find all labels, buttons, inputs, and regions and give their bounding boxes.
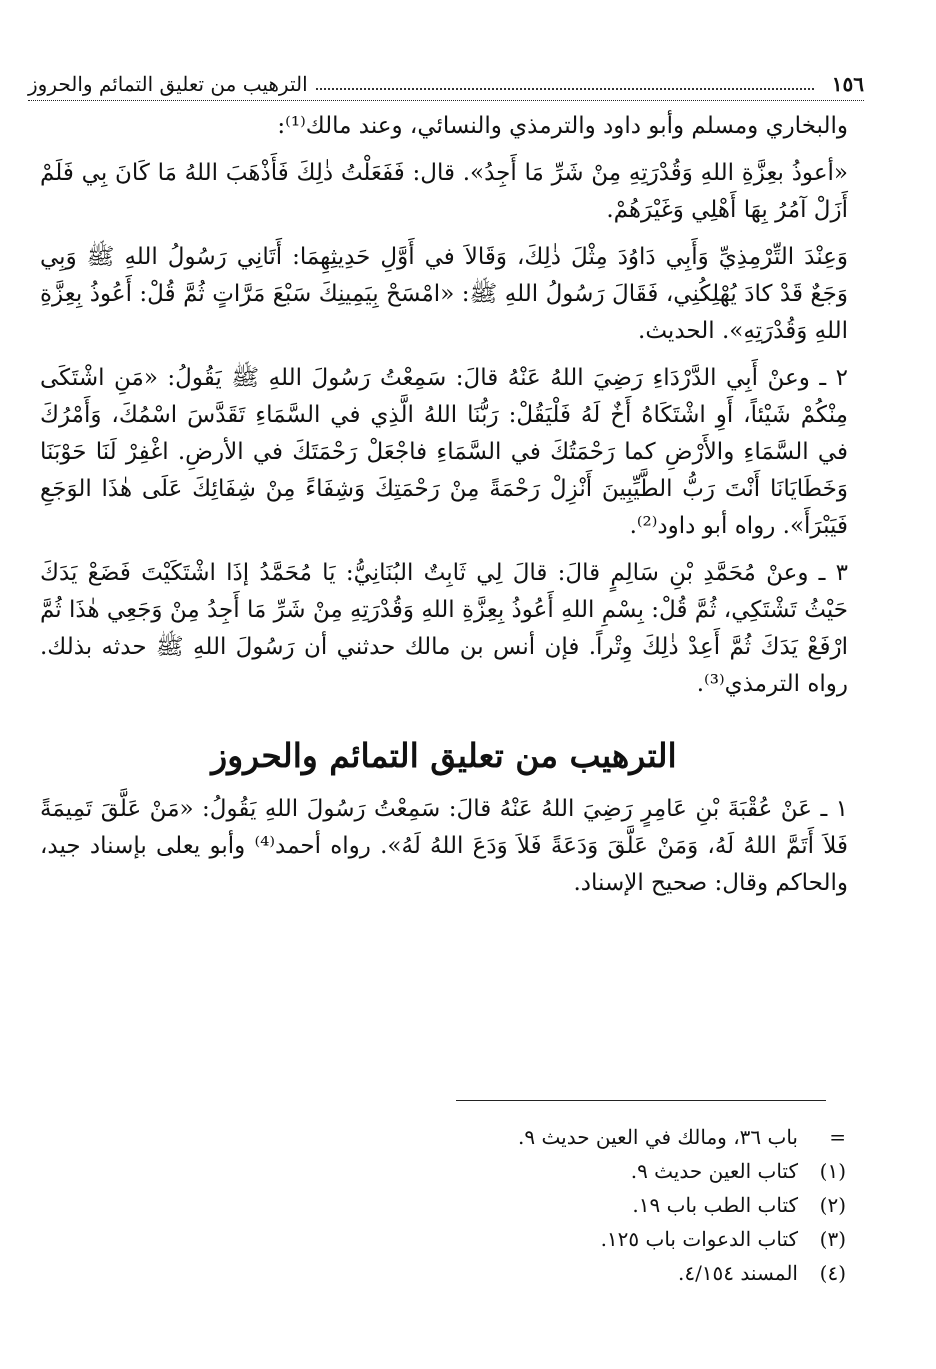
running-header bbox=[28, 60, 864, 101]
header-dots bbox=[316, 88, 814, 90]
footnote-separator bbox=[456, 1100, 826, 1101]
main-text bbox=[40, 108, 848, 912]
footnote bbox=[380, 1154, 846, 1188]
paragraph: والبخاري ومسلم وأبو داود والترمذي والنسائي، وعند مالك⁽¹⁾: bbox=[277, 113, 848, 139]
footnotes bbox=[380, 1120, 846, 1290]
footnote-text: كتاب الطب باب ١٩. bbox=[632, 1193, 798, 1217]
footnote-mark: (٣) bbox=[819, 1227, 846, 1251]
footnote bbox=[380, 1120, 846, 1154]
paragraph: ٢ ـ وعنْ أَبِي الدَّرْدَاءِ رَضِيَ اللهُ عَنْهُ قالَ: سَمِعْتُ رَسُولَ اللهِ ﷺ يَقُولُ: «مَنِ اشْتَكَى مِنْكُمْ شَيْئاً، أَوِ اشْتَكَاهُ أَخٌ لَهُ فَلْيَقُلْ: رَبُّنَا اللهُ الَّذِي في السَّمَاءِ تَقَدَّسَ اسْمُكَ، وَأَمْرُكَ في السَّمَاءِ والأَرْضِ كما رَحْمَتُكَ في السَّمَاءِ فاجْعَلْ رَحْمَتَكَ في الأرضِ. اغْفِرْ لَنَا حَوْبَنَا وَخَطَايَانَا أَنْتَ رَبُّ الطَّيِّبِينَ أَنْزِلْ رَحْمَةً مِنْ رَحْمَتِكَ وَشِفَاءً مِنْ شِفَائِكَ عَلَى هٰذَا الوَجَعِ فَيَبْرَأَ». رواه أبو داود⁽²⁾. bbox=[40, 365, 848, 539]
paragraph: «أعوذُ بعِزَّةِ اللهِ وَقُدْرَتِهِ مِنْ شَرِّ مَا أَجِدُ». قال: فَفَعَلْتُ ذٰلِكَ فَأَذْهَبَ اللهُ مَا كَانَ بِي فَلَمْ أَزَلْ آمُرُ بِهَا أَهْلِي وَغَيْرَهُمْ. bbox=[40, 160, 848, 223]
footnote bbox=[380, 1222, 846, 1256]
section-title: الترهيب من تعليق التمائم والحروز bbox=[211, 736, 677, 775]
footnote-text: باب ٣٦، ومالك في العين حديث ٩. bbox=[518, 1125, 798, 1149]
paragraph: وَعِنْدَ التِّرْمِذِيِّ وَأَبِي دَاوُدَ مِثْلَ ذٰلِكَ، وَقَالاَ في أَوَّلِ حَدِيثِهِمَا: أَتَانِي رَسُولُ اللهِ ﷺ وَبِي وَجَعٌ قَدْ كادَ يُهْلِكُنِي، فَقَالَ رَسُولُ اللهِ ﷺ: «امْسَحْ بِيَمِينِكَ سَبْعَ مَرَّاتٍ ثُمَّ قُلْ: أَعُوذُ بِعِزَّةِ اللهِ وَقُدْرَتِهِ». الحديث. bbox=[40, 244, 848, 344]
footnote-mark: (١) bbox=[819, 1159, 846, 1183]
running-title: الترهيب من تعليق التمائم والحروز bbox=[28, 72, 308, 96]
footnote-text: كتاب العين حديث ٩. bbox=[630, 1159, 798, 1183]
page-number: ١٥٦ bbox=[831, 72, 864, 96]
footnote-mark: (٤) bbox=[819, 1261, 846, 1285]
paragraph: ١ ـ عَنْ عُقْبَةَ بْنِ عَامِرٍ رَضِيَ اللهُ عَنْهُ قالَ: سَمِعْتُ رَسُولَ اللهِ يَقُولُ: «مَنْ عَلَّقَ تَمِيمَةً فَلاَ أَتَمَّ اللهُ لَهُ، وَمَنْ عَلَّقَ وَدَعَةً فَلاَ وَدَعَ اللهُ لَهُ». رواه أحمد⁽⁴⁾ وأبو يعلى بإسناد جيد، والحاكم وقال: صحيح الإسناد. bbox=[40, 796, 848, 896]
footnote-mark: (٢) bbox=[819, 1193, 846, 1217]
footnote-mark: = bbox=[829, 1125, 846, 1149]
paragraph: ٣ ـ وعنْ مُحَمَّدِ بْنِ سَالِمٍ قالَ: قالَ لِي ثَابِتٌ البُنَانِيُّ: يَا مُحَمَّدُ إذَا اشْتَكَيْتَ فَضَعْ يَدَكَ حَيْثُ تَشْتَكِي، ثُمَّ قُلْ: بِسْمِ اللهِ أَعُوذُ بِعِزَّةِ اللهِ وَقُدْرَتِهِ مِنْ شَرِّ مَا أَجِدُ مِنْ وَجَعِي هٰذَا ثُمَّ ارْفَعْ يَدَكَ ثُمَّ أَعِدْ ذٰلِكَ وِتْراً. فإن أنس بن مالك حدثني أن رَسُولَ اللهِ ﷺ حدثه بذلك. رواه الترمذي⁽³⁾. bbox=[40, 560, 848, 697]
footnote-text: المسند ٤/١٥٤. bbox=[677, 1261, 798, 1285]
footnote bbox=[380, 1188, 846, 1222]
footnote bbox=[380, 1256, 846, 1290]
footnote-text: كتاب الدعوات باب ١٢٥. bbox=[600, 1227, 798, 1251]
